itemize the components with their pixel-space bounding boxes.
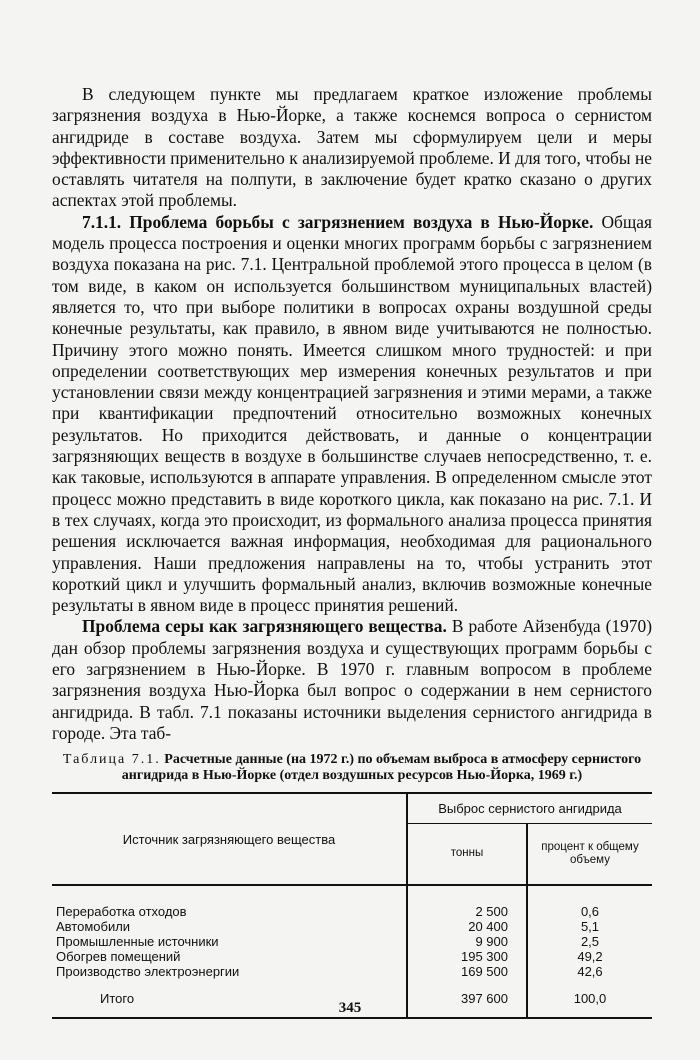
header-tons: тонны: [407, 823, 527, 885]
row-source: Переработка отходов: [56, 904, 187, 920]
header-source: Источник загрязняющего вещества: [122, 831, 336, 847]
row-source: Промышленные источники: [56, 934, 219, 950]
row-tons: 20 400: [407, 919, 527, 934]
header-emission-group: Выброс сернистого ангидрида: [407, 793, 652, 823]
row-source: Производство электроэнергии: [56, 964, 240, 980]
page-number: 345: [338, 1000, 362, 1016]
paragraph-section-7-1-1: [52, 212, 652, 617]
section-heading-sulfur: Проблема серы как загрязняющего вещества.: [82, 616, 447, 637]
table-title: Расчетные данные (на 1972 г.) по объемам выброса в атмосферу сернистого ангидрида в Нью-Йорке (отдел воздушных ресурсов Нью-Йорка, 1969 г.): [121, 752, 642, 784]
paragraph-sulfur-problem: [52, 616, 652, 744]
total-label: Итого: [100, 990, 135, 1006]
row-tons: 2 500: [407, 904, 527, 919]
table-row: [52, 934, 652, 949]
paragraph-intro: В следующем пункте мы предлагаем краткое изложение проблемы загрязнения воздуха в Нью-Йорке, а также коснемся вопроса о сернистом ангидриде в составе воздуха. Затем мы сформулируем цели и меры эффективности применительно к анализируемой проблеме. И для того, чтобы не оставлять читателя на полпути, в заключение будет кратко сказано о других аспектах этой проблемы.: [52, 84, 652, 211]
row-tons: 169 500: [407, 964, 527, 979]
table-row: [52, 904, 652, 919]
table-row: [52, 949, 652, 964]
emissions-table: [52, 792, 652, 1019]
section-body-7-1-1: Общая модель процесса построения и оценки многих программ борьбы с загрязнением воздуха показана на рис. 7.1. Центральной проблемой этого процесса в целом (в том виде, в каком он используется большинством муниципальных властей) является то, что при выборе политики в вопросах охраны воздушной среды конечные результаты, как правило, в явном виде учитываются не полностью. Причину этого можно понять. Имеется слишком много трудностей: и при определении соответствующих мер измерения конечных результатов и при установлении связи между концентрацией загрязнения и этими мерами, а также при квантификации предпочтений относительно возможных конечных результатов. Но приходится действовать, и данные о концентрации загрязняющих веществ в воздухе в большинстве случаев непосредственно, т. е. как таковые, используются в аппарате управления. В определенном смысле этот процесс можно представить в виде короткого цикла, как показано на рис. 7.1. И в тех случаях, когда это происходит, из формального анализа процесса принятия решения исключается важная информация, необходимая для рационального управления. Наши предложения направлены на то, чтобы устранить этот короткий цикл и улучшить формальный анализ, включив возможные конечные результаты в явном виде в процесс принятия решений.: [52, 211, 652, 616]
row-tons: 195 300: [407, 949, 527, 964]
total-percent: 100,0: [527, 979, 652, 1018]
row-percent: 42,6: [527, 964, 652, 979]
table-label: Таблица 7.1.: [62, 752, 161, 768]
page-body: [52, 84, 652, 1019]
table-row: [52, 919, 652, 934]
header-percent: процент к общему объему: [527, 823, 652, 885]
row-percent: 5,1: [527, 919, 652, 934]
total-tons: 397 600: [407, 979, 527, 1018]
row-source: Автомобили: [56, 919, 131, 935]
table-row: [52, 964, 652, 979]
section-body-sulfur: В работе Айзенбуда (1970) дан обзор проблемы загрязнения воздуха и существующих программ борьбы с его загрязнением в Нью-Йорке. В 1970 г. главным вопросом в проблеме загрязнения воздуха Нью-Йорка был вопрос о содержании в нем сернистого ангидрида. В табл. 7.1 показаны источники выделения сернистого ангидрида в городе. Эта таб-: [52, 616, 652, 743]
body-text: [52, 84, 652, 744]
section-heading-7-1-1: 7.1.1. Проблема борьбы с загрязнением воздуха в Нью-Йорке.: [82, 211, 594, 232]
row-percent: 49,2: [527, 949, 652, 964]
row-source: Обогрев помещений: [56, 949, 181, 965]
row-percent: 0,6: [527, 904, 652, 919]
table-caption: [52, 752, 652, 784]
row-tons: 9 900: [407, 934, 527, 949]
row-percent: 2,5: [527, 934, 652, 949]
